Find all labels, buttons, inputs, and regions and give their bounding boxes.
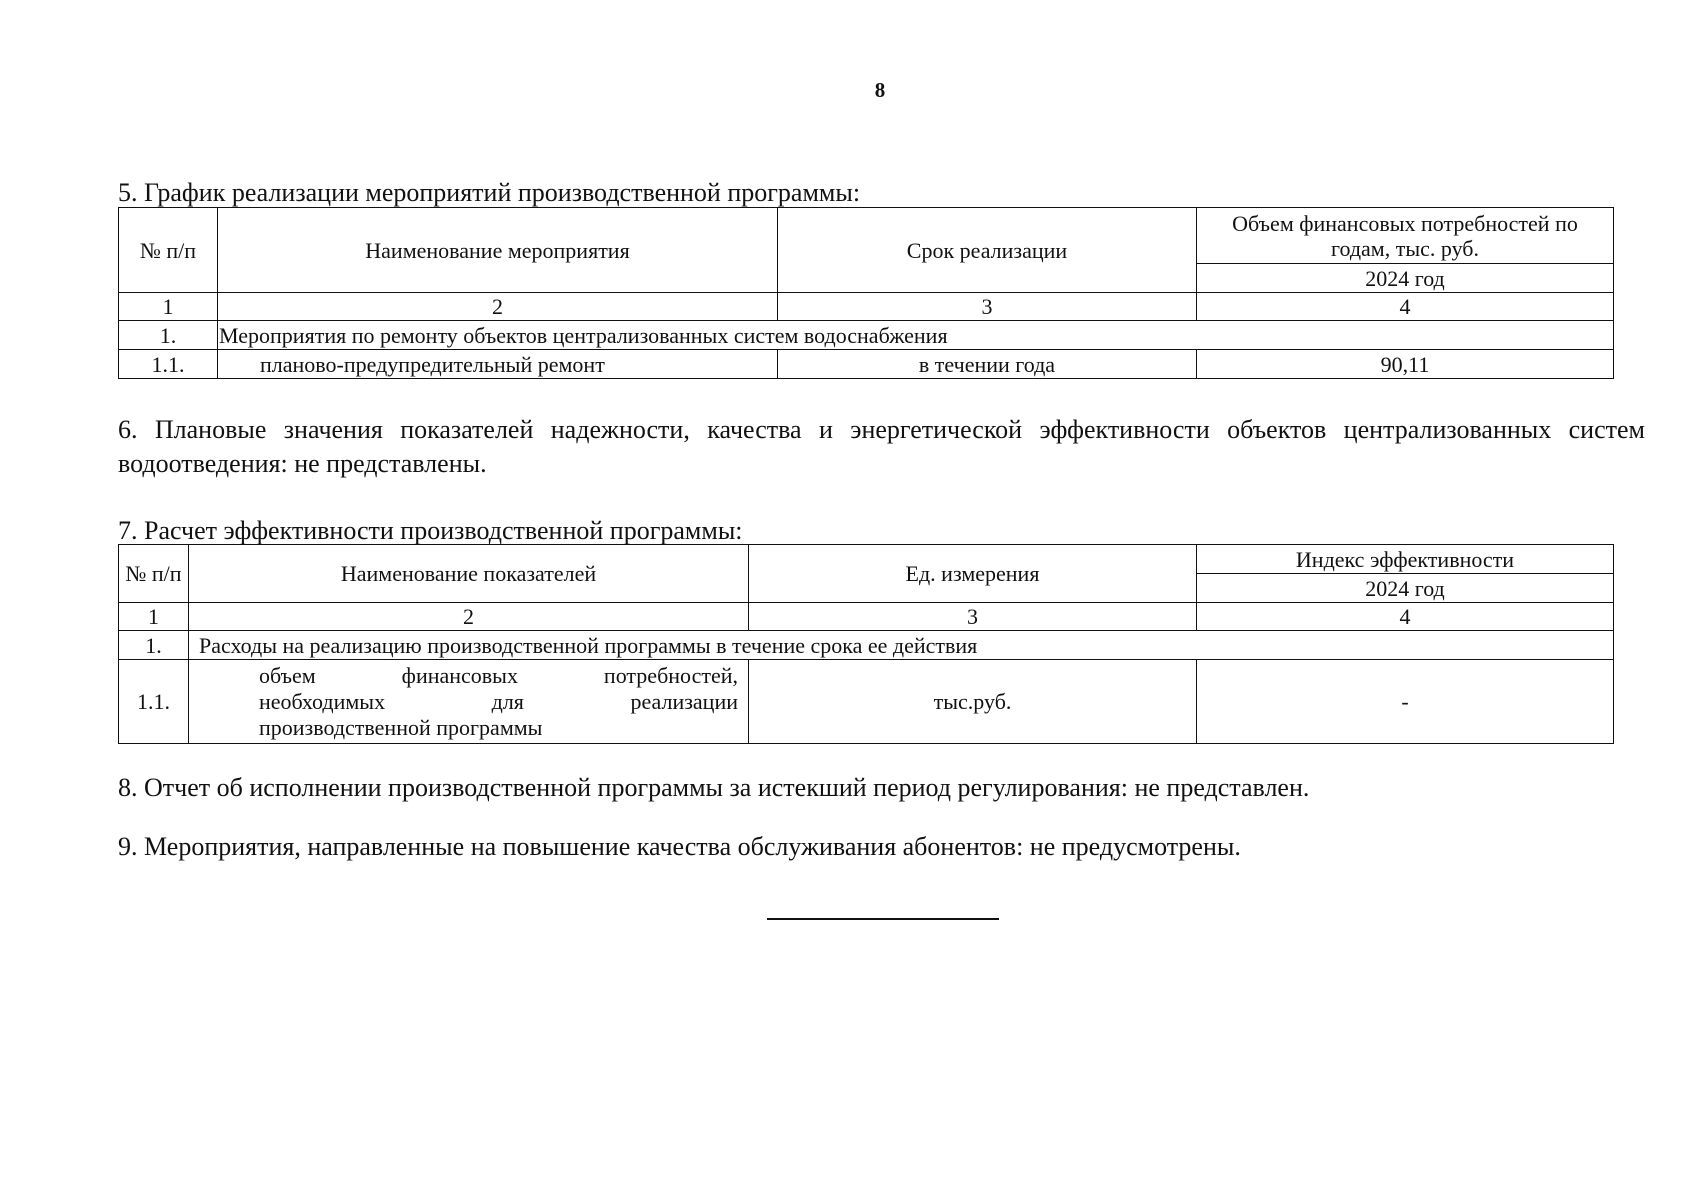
table-header-row bbox=[119, 545, 1614, 574]
row-indicator-name bbox=[189, 660, 749, 744]
closing-rule bbox=[767, 918, 999, 920]
col-number: 2 bbox=[189, 603, 749, 631]
row-event-name: планово-предупредительный ремонт bbox=[218, 350, 778, 379]
section-7-title: 7. Расчет эффективности производственной программы: bbox=[118, 516, 743, 545]
page-number: 8 bbox=[874, 78, 886, 102]
group-text: Мероприятия по ремонту объектов централизованных систем водоснабжения bbox=[218, 321, 1614, 350]
table-header-row bbox=[119, 208, 1614, 264]
indicator-name-line: необходимых для реализации bbox=[259, 688, 738, 714]
col-number: 2 bbox=[218, 293, 778, 321]
row-num: 1.1. bbox=[119, 660, 189, 744]
row-term: в течении года bbox=[778, 350, 1197, 379]
table-row bbox=[119, 660, 1614, 744]
header-year: 2024 год bbox=[1197, 264, 1614, 293]
row-value: - bbox=[1197, 660, 1614, 744]
schedule-table bbox=[118, 207, 1614, 379]
header-num: № п/п bbox=[119, 208, 218, 293]
header-finance: Объем финансовых потребностей по годам, тыс. руб. bbox=[1197, 208, 1614, 264]
column-number-row bbox=[119, 603, 1614, 631]
section-5-title: 5. График реализации мероприятий производственной программы: bbox=[118, 178, 861, 207]
efficiency-table bbox=[118, 544, 1614, 744]
group-num: 1. bbox=[119, 631, 189, 660]
header-index: Индекс эффективности bbox=[1197, 545, 1614, 574]
col-number: 4 bbox=[1197, 293, 1614, 321]
col-number: 3 bbox=[778, 293, 1197, 321]
section-6-text: 6. Плановые значения показателей надежности, качества и энергетической эффективности объектов централизованных систем водоотведения: не представлены. bbox=[118, 415, 1645, 478]
header-num: № п/п bbox=[119, 545, 189, 603]
section-8-text: 8. Отчет об исполнении производственной программы за истекший период регулирования: не представлен. bbox=[118, 773, 1310, 802]
table-row bbox=[119, 350, 1614, 379]
col-number: 1 bbox=[119, 293, 218, 321]
group-row bbox=[119, 631, 1614, 660]
section-9-text: 9. Мероприятия, направленные на повышение качества обслуживания абонентов: не предусмотрены. bbox=[118, 832, 1241, 861]
group-text: Расходы на реализацию производственной программы в течение срока ее действия bbox=[189, 631, 1614, 660]
row-num: 1.1. bbox=[119, 350, 218, 379]
row-value: 90,11 bbox=[1197, 350, 1614, 379]
col-number: 3 bbox=[749, 603, 1197, 631]
header-unit: Ед. измерения bbox=[749, 545, 1197, 603]
header-term: Срок реализации bbox=[778, 208, 1197, 293]
header-year: 2024 год bbox=[1197, 574, 1614, 603]
indicator-name-line: объем финансовых потребностей, bbox=[259, 662, 738, 688]
row-unit: тыс.руб. bbox=[749, 660, 1197, 744]
col-number: 4 bbox=[1197, 603, 1614, 631]
group-num: 1. bbox=[119, 321, 218, 350]
col-number: 1 bbox=[119, 603, 189, 631]
column-number-row bbox=[119, 293, 1614, 321]
indicator-name-line: производственной программы bbox=[259, 714, 543, 740]
group-row bbox=[119, 321, 1614, 350]
header-indicator-name: Наименование показателей bbox=[189, 545, 749, 603]
header-event-name: Наименование мероприятия bbox=[218, 208, 778, 293]
